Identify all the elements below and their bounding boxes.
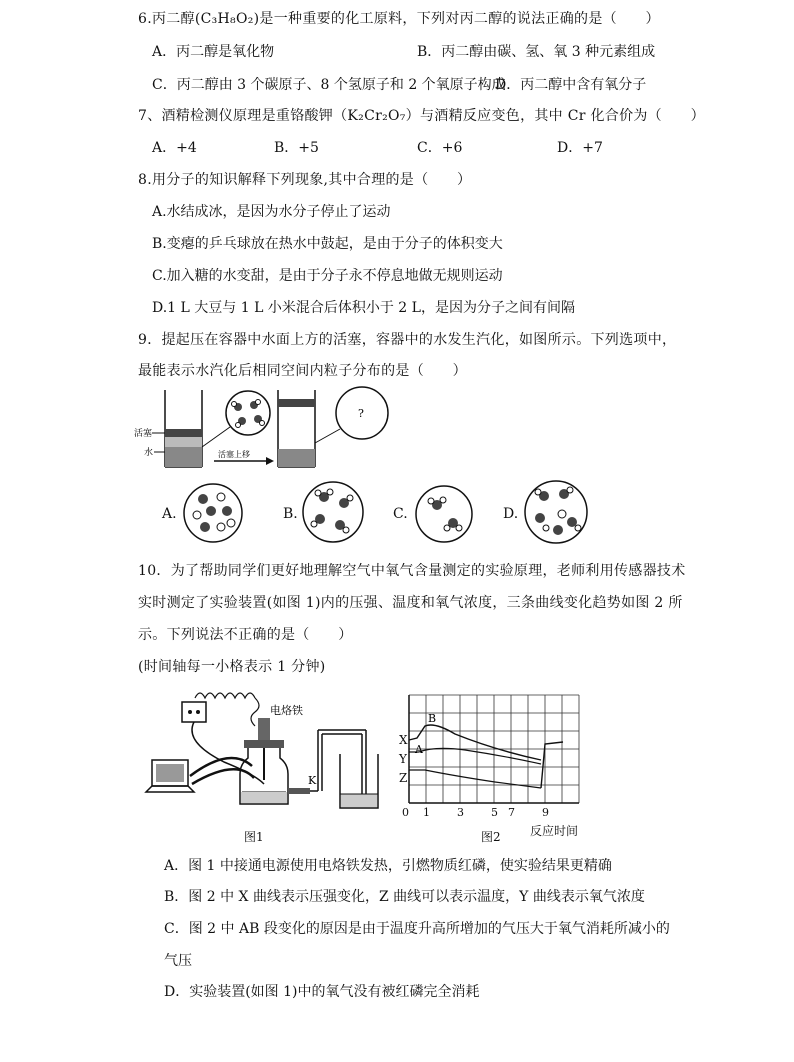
q8-option-c: C.加入糖的水变甜，是由于分子永不停息地做无规则运动 xyxy=(152,268,503,284)
q7-option-c: C．+6 xyxy=(417,140,463,156)
q9-stem-line2: 最能表示水汽化后相同空间内粒子分布的是（ ） xyxy=(138,363,467,379)
q9-option-c-label: C. xyxy=(393,506,408,522)
q10-figure1-caption: 图1 xyxy=(244,830,264,844)
q9-stem-line1: 9．提起压在容器中水面上方的活塞，容器中的水发生汽化，如图所示。下列选项中， xyxy=(138,332,677,348)
q7-option-b: B．+5 xyxy=(274,140,319,156)
q10-option-d: D．实验装置(如图 1)中的氧气没有被红磷完全消耗 xyxy=(164,984,480,1000)
q8-option-a: A.水结成冰，是因为水分子停止了运动 xyxy=(152,204,391,220)
q7-stem: 7、酒精检测仪原理是重铬酸钾（K₂Cr₂O₇）与酒精反应变色，其中 Cr 化合价为（ ） xyxy=(138,108,705,124)
q9-arrow-label: 活塞上移 xyxy=(218,450,250,459)
q10-stem-line3: 示。下列说法不正确的是（ ） xyxy=(138,627,353,643)
q10-tick-5: 5 xyxy=(491,806,498,819)
q10-option-a: A．图 1 中接通电源使用电烙铁发热，引燃物质红磷，使实验结果更精确 xyxy=(164,858,612,874)
q10-figure1-apparatus xyxy=(140,680,380,820)
q10-figure2-xaxis-label: 反应时间 xyxy=(530,824,579,838)
q10-tick-7: 7 xyxy=(508,806,515,819)
q10-curve-y-label: Y xyxy=(399,752,407,766)
q10-figure2-caption: 图2 xyxy=(481,830,501,844)
q10-curve-x-label: X xyxy=(399,733,408,747)
q10-clamp-label: K xyxy=(308,774,317,787)
q9-water-label: 水 xyxy=(144,448,154,458)
q9-option-c-circle xyxy=(413,483,475,545)
q8-stem: 8.用分子的知识解释下列现象,其中合理的是（ ） xyxy=(138,172,472,188)
q10-stem-line1: 10．为了帮助同学们更好地理解空气中氧气含量测定的实验原理，老师利用传感器技术 xyxy=(138,563,686,579)
q10-stem-line2: 实时测定了实验装置(如图 1)内的压强、温度和氧气浓度，三条曲线变化趋势如图 2 所 xyxy=(138,595,683,611)
q10-note: (时间轴每一小格表示 1 分钟) xyxy=(138,659,326,675)
q9-option-d-label: D. xyxy=(503,506,519,522)
q7-option-d: D．+7 xyxy=(557,140,603,156)
q9-piston-label: 活塞 xyxy=(134,429,153,439)
q8-option-b: B.变瘪的乒乓球放在热水中鼓起，是由于分子的体积变大 xyxy=(152,236,503,252)
q6-stem: 6.丙二醇(C₃H₈O₂)是一种重要的化工原料，下列对丙二醇的说法正确的是（ ） xyxy=(138,11,660,27)
q10-option-c-line2: 气压 xyxy=(164,953,192,969)
q10-tick-9: 9 xyxy=(542,806,549,819)
q10-curve-z-label: Z xyxy=(399,771,408,785)
q9-option-a-label: A. xyxy=(162,506,177,522)
q10-tick-0: 0 xyxy=(402,806,409,819)
q6-option-a: A．丙二醇是氧化物 xyxy=(152,44,275,60)
q10-option-c-line1: C．图 2 中 AB 段变化的原因是由于温度升高所增加的气压大于氧气消耗所减小的 xyxy=(164,921,670,937)
q9-container-figure xyxy=(130,385,410,477)
q9-option-a-circle xyxy=(181,481,245,545)
q10-option-b: B．图 2 中 X 曲线表示压强变化，Z 曲线可以表示温度，Y 曲线表示氧气浓度 xyxy=(164,889,645,905)
q10-tick-3: 3 xyxy=(457,806,464,819)
q9-question-mark: ? xyxy=(358,407,364,420)
q9-option-b-circle xyxy=(300,479,366,545)
q6-option-b: B．丙二醇由碳、氢、氧 3 种元素组成 xyxy=(417,44,656,60)
q6-option-d: D．丙二醇中含有氧分子 xyxy=(495,77,647,93)
q8-option-d: D.1 L 大豆与 1 L 小米混合后体积小于 2 L，是因为分子之间有间隔 xyxy=(152,300,575,316)
q10-soldering-iron-label: 电烙铁 xyxy=(270,704,303,717)
q7-option-a: A．+4 xyxy=(152,140,197,156)
q9-option-d-circle xyxy=(522,478,590,546)
q6-option-c: C．丙二醇由 3 个碳原子、8 个氢原子和 2 个氧原子构成 xyxy=(152,77,506,93)
q10-point-a-label: A xyxy=(415,743,423,756)
q10-tick-1: 1 xyxy=(423,806,430,819)
q9-option-b-label: B. xyxy=(283,506,298,522)
q10-point-b-label: B xyxy=(428,712,437,725)
